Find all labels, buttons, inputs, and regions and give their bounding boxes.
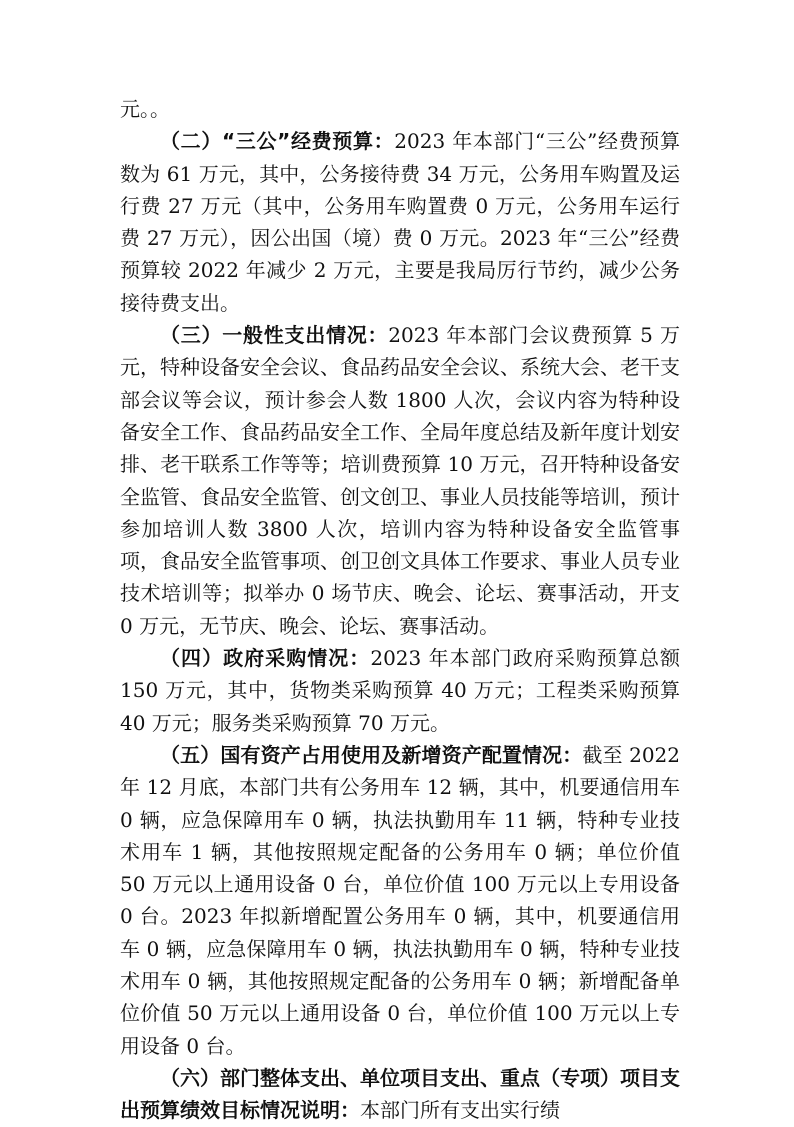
paragraph-general-expenditure xyxy=(120,319,680,642)
paragraph-state-assets xyxy=(120,739,680,1062)
section-heading: （六）部门整体支出、单位项目支出、重点（专项）项目支出预算绩效目标情况说明： xyxy=(120,1065,680,1123)
paragraph-text: 截至 2022 年 12 月底，本部门共有公务用车 12 辆，其中，机要通信用车 0 辆，应急保障用车 0 辆，执法执勤用车 11 辆，特种专业技术用车 1 辆，其他按照规定配备的公务用车 0 辆；单位价值 50 万元以上通用设备 0 台，单位价值 100 万元以上专用设备 0 台。2023 年拟新增配置公务用车 0 辆，其中，机要通信用车 0 辆，应急保障用车 0 辆，执法执勤用车 0 辆，特种专业技术用车 0 辆，其他按照规定配备的公务用车 0 辆；新增配备单位价值 50 万元以上通用设备 0 台，单位价值 100 万元以上专用设备 0 台。 xyxy=(120,742,681,1058)
paragraph-government-procurement xyxy=(120,642,680,739)
paragraph-text: 本部门所有支出实行绩 xyxy=(360,1098,560,1123)
paragraph-text: 2023 年本部门“三公”经费预算数为 61 万元，其中，公务接待费 34 万元，公务用车购置及运行费 27 万元（其中，公务用车购置费 0 万元，公务用车运行费 27 万元），因公出国（境）费 0 万元。2023 年“三公”经费预算较 2022 年减少 2 万元，主要是我局厉行节约，减少公务接待费支出。 xyxy=(120,129,680,315)
section-heading: （二）“三公”经费预算： xyxy=(160,129,395,154)
section-heading: （三）一般性支出情况： xyxy=(160,323,389,348)
paragraph-three-public-expenses xyxy=(120,125,680,319)
paragraph-continuation xyxy=(120,93,680,125)
section-heading: （四）政府采购情况： xyxy=(160,646,371,671)
paragraph-text: 2023 年本部门政府采购预算总额 150 万元，其中，货物类采购预算 40 万元；工程类采购预算 40 万元；服务类采购预算 70 万元。 xyxy=(120,646,681,735)
paragraph-text: 2023 年本部门会议费预算 5 万元，特种设备安全会议、食品药品安全会议、系统大会、老干支部会议等会议，预计参会人数 1800 人次，会议内容为特种设备安全工作、食品药品安全工作、全局年度总结及新年度计划安排、老干联系工作等等；培训费预算 10 万元，召开特种设备安全监管、食品安全监管、创文创卫、事业人员技能等培训，预计参加培训人数 3800 人次，培训内容为特种设备安全监管事项，食品安全监管事项、创卫创文具体工作要求、事业人员专业技术培训等；拟举办 0 场节庆、晚会、论坛、赛事活动，开支 0 万元，无节庆、晚会、论坛、赛事活动。 xyxy=(120,323,681,638)
paragraph-text: 元。。 xyxy=(120,97,170,121)
paragraph-performance-targets xyxy=(120,1062,680,1127)
section-heading: （五）国有资产占用使用及新增资产配置情况： xyxy=(160,742,583,767)
document-body xyxy=(120,93,680,1127)
